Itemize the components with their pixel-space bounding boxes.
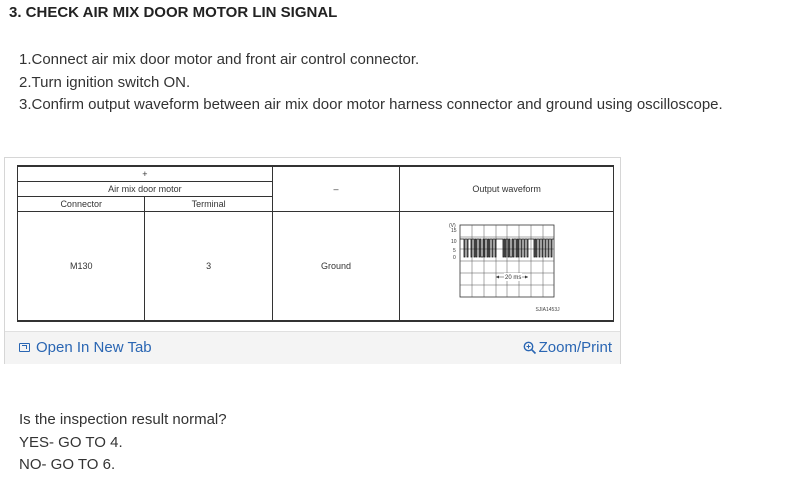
connector-value: M130 bbox=[18, 212, 145, 322]
oscilloscope-grid bbox=[460, 225, 554, 297]
y-tick-0: 0 bbox=[452, 255, 456, 261]
waveform-graphic bbox=[448, 217, 566, 315]
y-tick-5: 5 bbox=[452, 248, 456, 254]
zoom-print-label: Zoom/Print bbox=[538, 339, 612, 356]
procedure-steps bbox=[19, 49, 723, 117]
step-1: 1.Connect air mix door motor and front air control connector. bbox=[19, 51, 420, 68]
connector-header: Connector bbox=[18, 197, 145, 212]
figure-footer bbox=[5, 331, 620, 364]
time-label: 20 ms bbox=[504, 275, 521, 281]
minus-header: – bbox=[272, 166, 399, 212]
zoom-print-link[interactable] bbox=[523, 339, 612, 356]
y-tick-15: 15 bbox=[450, 228, 457, 234]
step-2: 2.Turn ignition switch ON. bbox=[19, 73, 191, 91]
unit-label: (V) bbox=[448, 223, 456, 229]
step-3: 3.Confirm output waveform between air mix door motor harness connector and ground using oscilloscope. bbox=[19, 96, 723, 113]
time-arrow-left bbox=[496, 276, 499, 279]
output-waveform-header: Output waveform bbox=[400, 166, 614, 212]
inspection-figure bbox=[4, 157, 621, 364]
terminal-header: Terminal bbox=[145, 197, 272, 212]
ground-value: Ground bbox=[272, 212, 399, 322]
time-arrow-right bbox=[525, 276, 528, 279]
inspection-table bbox=[17, 165, 614, 322]
new-tab-icon bbox=[19, 343, 30, 352]
open-in-new-tab-label: Open In New Tab bbox=[36, 339, 152, 356]
no-branch: NO- GO TO 6. bbox=[19, 456, 116, 473]
inspection-question bbox=[19, 409, 227, 477]
plus-header: + bbox=[18, 166, 273, 182]
y-tick-10: 10 bbox=[450, 239, 457, 245]
waveform-cell bbox=[400, 212, 614, 322]
section-heading: 3. CHECK AIR MIX DOOR MOTOR LIN SIGNAL bbox=[9, 4, 338, 21]
question-prompt: Is the inspection result normal? bbox=[19, 411, 227, 428]
component-header: Air mix door motor bbox=[18, 182, 273, 197]
image-code: SJIA1453J bbox=[535, 307, 560, 313]
open-in-new-tab-link[interactable] bbox=[19, 339, 152, 356]
yes-branch: YES- GO TO 4. bbox=[19, 433, 123, 451]
figure-content bbox=[13, 163, 613, 333]
oscilloscope-waveform bbox=[448, 217, 566, 315]
terminal-value: 3 bbox=[145, 212, 272, 322]
magnifier-icon bbox=[523, 341, 537, 355]
